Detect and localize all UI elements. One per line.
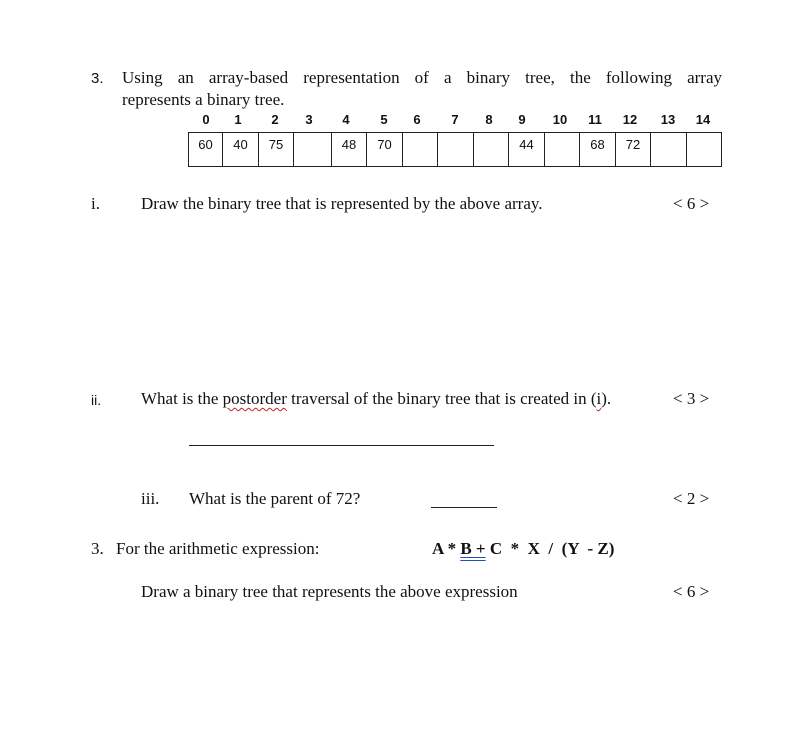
array-cell: 48: [332, 133, 367, 167]
array-index: 7: [451, 112, 459, 127]
part-ii-ref: i: [596, 389, 602, 408]
array-index: 4: [342, 112, 350, 127]
expression-part-b: B +: [460, 539, 486, 558]
array-cell: [438, 133, 474, 167]
part-i-label: i.: [91, 194, 100, 213]
array-cell: [687, 133, 722, 167]
part-ii-label: ii.: [91, 392, 102, 408]
question-b-instruction: Draw a binary tree that represents the above expression: [141, 582, 518, 601]
part-i-text: Draw the binary tree that is represented by the above array.: [141, 194, 543, 213]
array-index: 3: [305, 112, 313, 127]
question-number: 3.: [91, 70, 104, 87]
array-cell: 60: [189, 133, 223, 167]
part-ii-text-before: What is the: [141, 389, 223, 408]
array-table: [188, 132, 722, 167]
arithmetic-expression: [432, 539, 614, 559]
question-b-number: 3.: [91, 539, 104, 558]
array-cell: [651, 133, 687, 167]
array-cell: [294, 133, 332, 167]
array-index: 5: [380, 112, 388, 127]
array-cell: 68: [580, 133, 616, 167]
part-ii-text-after: traversal of the binary tree that is created in (: [286, 389, 597, 408]
array-cell: 72: [616, 133, 651, 167]
array-index: 8: [485, 112, 493, 127]
part-ii-text: [141, 389, 611, 409]
part-ii-text-end: ).: [601, 389, 612, 408]
answer-line-ii[interactable]: [189, 445, 494, 446]
array-index: 13: [660, 112, 676, 127]
part-ii-marks: < 3 >: [673, 389, 710, 408]
array-index: 11: [588, 112, 602, 127]
array-index-row: [188, 112, 722, 130]
array-index: 2: [271, 112, 279, 127]
array-index: 10: [552, 112, 568, 127]
array-index: 14: [695, 112, 711, 127]
part-i-marks: < 6 >: [673, 194, 710, 213]
array-cell: [474, 133, 509, 167]
answer-line-iii[interactable]: [431, 507, 497, 508]
array-cell: [545, 133, 580, 167]
array-cell: 70: [367, 133, 403, 167]
expression-part-a: A *: [432, 539, 461, 558]
array-index: 0: [202, 112, 210, 127]
part-iii-marks: < 2 >: [673, 489, 710, 508]
array-index: 1: [234, 112, 242, 127]
expression-part-c: C * X / (Y - Z): [485, 539, 615, 558]
array-index: 12: [622, 112, 638, 127]
array-cell: 75: [259, 133, 294, 167]
array-index: 6: [413, 112, 421, 127]
part-iii-label: iii.: [141, 489, 160, 508]
question-b-text: For the arithmetic expression:: [116, 539, 320, 558]
array-cell: [403, 133, 438, 167]
array-cell: 44: [509, 133, 545, 167]
question-text-line2: represents a binary tree.: [122, 90, 285, 109]
array-index: 9: [518, 112, 526, 127]
postorder-word: postorder: [222, 389, 287, 408]
array-cell: 40: [223, 133, 259, 167]
part-iii-text: What is the parent of 72?: [189, 489, 361, 508]
question-text-line1: Using an array-based representation of a binary tree, the following array: [122, 68, 722, 87]
question-b-marks: < 6 >: [673, 582, 710, 601]
array-row: [189, 133, 722, 167]
